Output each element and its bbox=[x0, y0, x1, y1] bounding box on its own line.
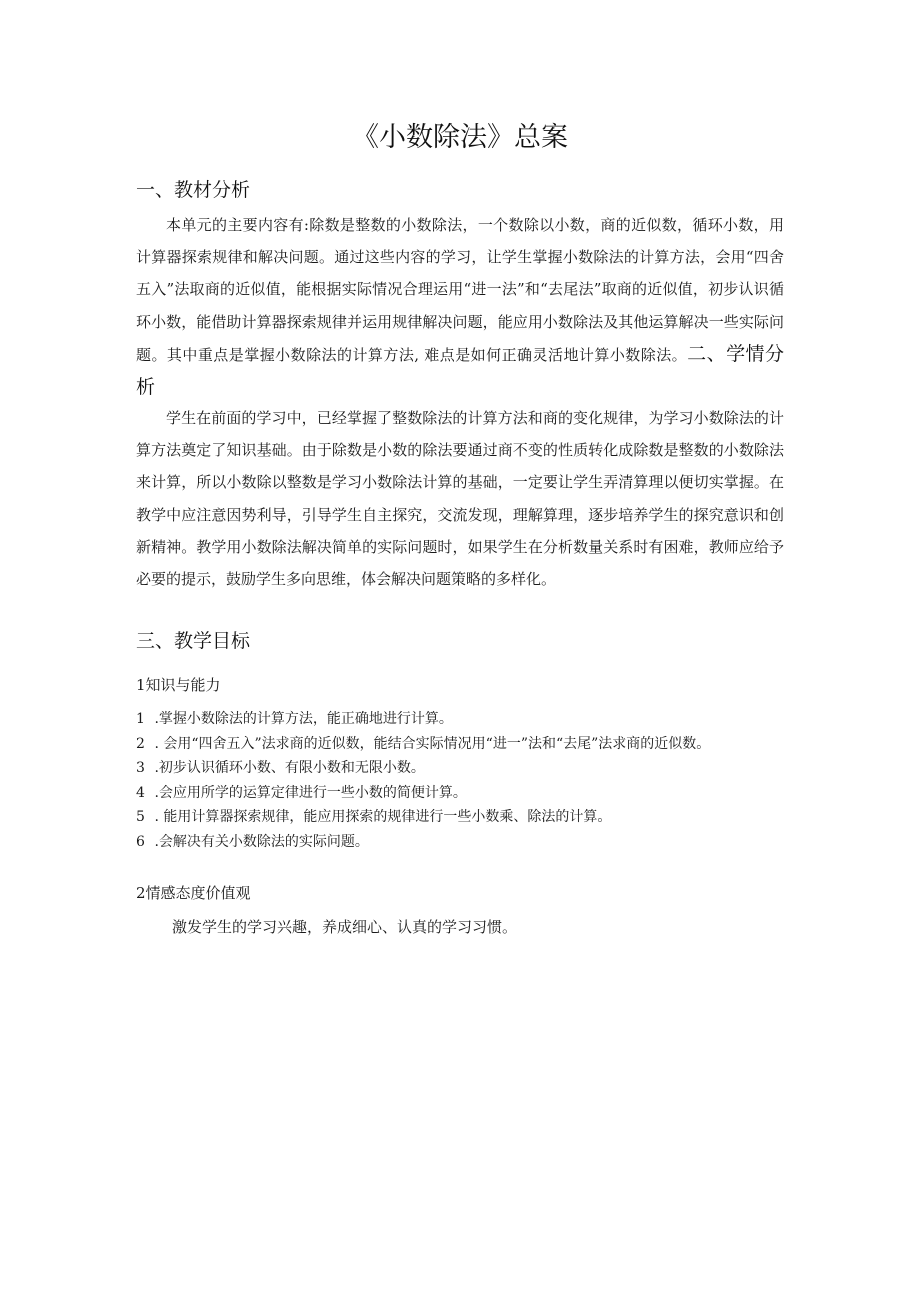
learning-analysis-paragraph: 学生在前面的学习中，已经掌握了整数除法的计算方法和商的变化规律，为学习小数除法的计算方法奠定了知识基础。由于除数是小数的除法要通过商不变的性质转化成除数是整数的小数除法来计算，所以小数除以整数是学习小数除法计算的基础，一定要让学生弄清算理以便切实掌握。在教学中应注意因势利导，引导学生自主探究，交流发现，理解算理，逐步培养学生的探究意识和创新精神。教学用小数除法解决简单的实际问题时，如果学生在分析数量关系时有困难，教师应给予必要的提示，鼓励学生多向思维，体会解决问题策略的多样化。 bbox=[136, 409, 784, 589]
attitude-paragraph: 激发学生的学习兴趣，养成细心、认真的学习习惯。 bbox=[172, 918, 518, 936]
document-title: 《小数除法》总案 bbox=[352, 122, 568, 153]
list-item bbox=[136, 781, 784, 806]
section-heading-teaching-goals: 三、教学目标 bbox=[136, 630, 251, 652]
list-item-number: 4 bbox=[136, 784, 145, 801]
list-item-number: 3 bbox=[136, 760, 145, 777]
textbook-analysis-paragraph: 本单元的主要内容有:除数是整数的小数除法，一个数除以小数，商的近似数，循环小数，用计算器探索规律和解决问题。通过这些内容的学习，让学生掌握小数除法的计算方法，会用“四舍五入”法取商的近似值，能根据实际情况合理运用“进一法”和“去尾法”取商的近似值，初步认识循环小数，能借助计算器探索规律并运用规律解决问题，能应用小数除法及其他运算解决一些实际问题。其中重点是掌握小数除法的计算方法, 难点是如何正确灵活地计算小数除法。 bbox=[136, 216, 784, 364]
section-textbook-analysis-body bbox=[136, 209, 784, 404]
section-heading-learning-analysis: 二、学情分析 bbox=[136, 342, 784, 399]
list-item bbox=[136, 732, 784, 757]
subheading-emotion-attitude: 2情感态度价值观 bbox=[136, 884, 251, 902]
section-heading-textbook-analysis: 一、教材分析 bbox=[136, 179, 251, 201]
list-item-number: 5 bbox=[136, 809, 145, 826]
list-item-number: 1 bbox=[136, 711, 145, 727]
list-item bbox=[136, 805, 784, 830]
knowledge-goal-list bbox=[136, 707, 784, 855]
list-item bbox=[136, 756, 784, 781]
list-item-number: 6 bbox=[136, 833, 145, 850]
list-item-number: 2 bbox=[136, 735, 145, 752]
list-item-text: .会解决有关小数除法的实际问题。 bbox=[150, 833, 369, 850]
list-item bbox=[136, 830, 784, 855]
list-item-text: .会应用所学的运算定律进行一些小数的简便计算。 bbox=[150, 784, 467, 801]
list-item-text: . 会用“四舍五入”法求商的近似数，能结合实际情况用“进一”法和“去尾”法求商的近似数。 bbox=[150, 735, 711, 752]
list-item-text: . 能用计算器探索规律，能应用探索的规律进行一些小数乘、除法的计算。 bbox=[150, 809, 612, 826]
list-item-text: .掌握小数除法的计算方法，能正确地进行计算。 bbox=[150, 711, 453, 727]
subheading-knowledge-ability: 1知识与能力 bbox=[136, 676, 221, 694]
list-item-text: .初步认识循环小数、有限小数和无限小数。 bbox=[150, 760, 425, 777]
list-item bbox=[136, 707, 784, 732]
